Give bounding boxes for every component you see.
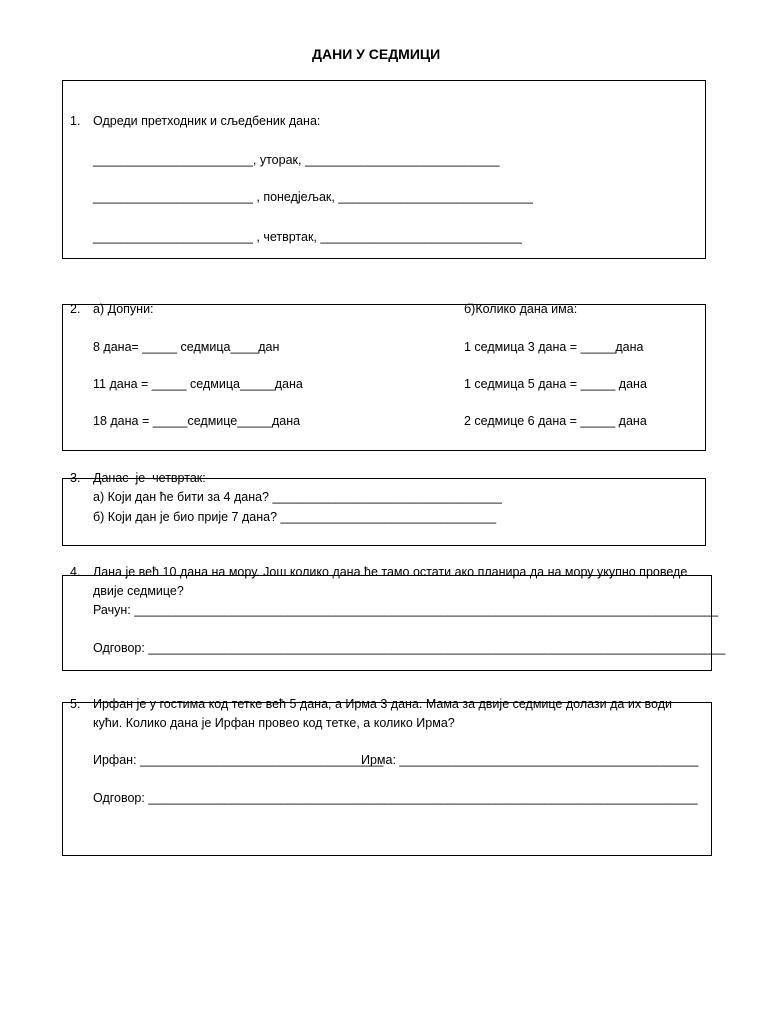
question-1-prompt: Одреди претходник и сљедбеник дана: bbox=[93, 114, 321, 128]
question-5-text-line-2: кући. Колико дана је Ирфан провео код тетке, а колико Ирма? bbox=[93, 716, 455, 730]
question-2-left-line-3[interactable]: 18 дана = _____седмице_____дана bbox=[93, 414, 301, 428]
question-2-left-heading: а) Допуни: bbox=[93, 302, 154, 316]
question-4-calc-line[interactable]: Рачун: ____________________________________________________________________________________ bbox=[93, 603, 719, 617]
page-title: ДАНИ У СЕДМИЦИ bbox=[312, 46, 441, 62]
question-1-number: 1. bbox=[70, 114, 81, 128]
question-5-text-line-1: Ирфан је у гостима код тетке већ 5 дана, а Ирма 3 дана. Мама за двије седмице долази да их води bbox=[93, 697, 672, 711]
question-2-right-line-2[interactable]: 1 седмица 5 дана = _____ дана bbox=[464, 377, 647, 391]
question-5-irfan-line[interactable]: Ирфан: ___________________________________ bbox=[93, 753, 384, 767]
question-4-answer-line[interactable]: Одговор: ___________________________________________________________________________________ bbox=[93, 641, 726, 655]
question-3-line-a[interactable]: а) Који дан ће бити за 4 дана? _________________________________ bbox=[93, 490, 502, 504]
question-2-left-line-1[interactable]: 8 дана= _____ седмица____дан bbox=[93, 340, 280, 354]
question-4-number: 4. bbox=[70, 565, 81, 579]
question-3-heading: Данас је четвртак: bbox=[93, 471, 206, 485]
question-2-left-line-2[interactable]: 11 дана = _____ седмица_____дана bbox=[93, 377, 303, 391]
question-2-right-heading: б)Колико дана има: bbox=[464, 302, 578, 316]
question-1-line-tuesday[interactable]: _______________________, уторак, ____________________________ bbox=[93, 153, 500, 167]
question-4-text-line-1: Лана је већ 10 дана на мору. Још колико дана ће тамо остати ако планира да на мору укупно проведе bbox=[93, 565, 688, 579]
question-1-line-thursday[interactable]: _______________________ , четвртак, _____________________________ bbox=[93, 230, 522, 244]
question-1-line-monday[interactable]: _______________________ , понедјељак, ____________________________ bbox=[93, 190, 533, 204]
question-5-number: 5. bbox=[70, 697, 81, 711]
question-5-irma-line[interactable]: Ирма: ___________________________________________ bbox=[361, 753, 699, 767]
question-3-line-b[interactable]: б) Који дан је био прије 7 дана? _______________________________ bbox=[93, 510, 497, 524]
question-2-right-line-1[interactable]: 1 седмица 3 дана = _____дана bbox=[464, 340, 644, 354]
question-2-right-line-3[interactable]: 2 седмице 6 дана = _____ дана bbox=[464, 414, 647, 428]
question-2-number: 2. bbox=[70, 302, 81, 316]
question-5-answer-line[interactable]: Одговор: _______________________________________________________________________________ bbox=[93, 791, 698, 805]
question-4-text-line-2: двије седмице? bbox=[93, 584, 184, 598]
question-3-number: 3. bbox=[70, 471, 81, 485]
